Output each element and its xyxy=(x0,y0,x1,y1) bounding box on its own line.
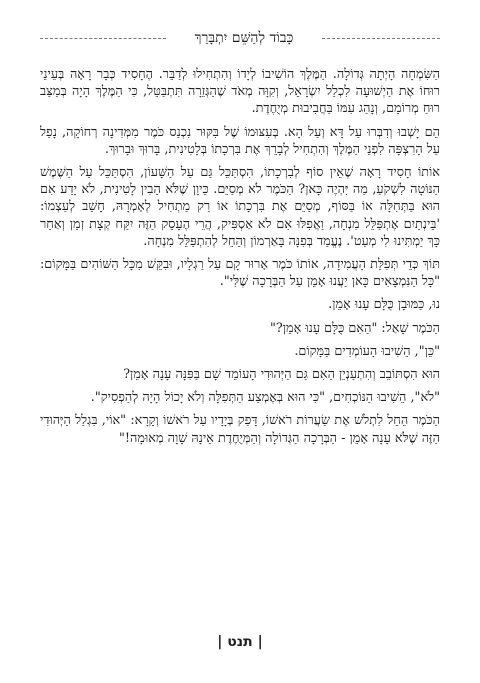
paragraph: נוּ, כַּמּוּבָן כֻּלָּם עָנוּ אָמֵן. xyxy=(328,297,440,313)
paragraph: "לֹא", הֵשִׁיבוּ הַנּוֹכְחִים, "כִּי הוּא בְּאֶמְצַע הַתְּפִלָּה וְלֹא יָכוֹל הָיָה לְהַפְסִיק". xyxy=(90,390,440,406)
paragraph: הַכֹּמֶר שָׁאַל: "הַאִם כֻּלָּם עָנוּ אָמֵן?" xyxy=(270,320,440,336)
header-rule-left xyxy=(40,38,166,39)
body-text xyxy=(40,66,440,453)
running-header xyxy=(0,28,480,48)
paragraph: אוֹתוֹ חָסִיד רָאָה שֶׁאֵין סוֹף לְבִרְכָתוֹ, הִסְתַּכֵּל גַּם עַל הַשָּׁעוֹן, הִסְתַּכֵּל עַל הַשֶּׁמֶשׁ הַנּוֹטָה לִשְׁקֹעַ, מַה יִּהְיֶה כָּאן? הַכֹּמֶר לֹא מְסַיֵּם. כֵּיוָן שֶׁלֹּא הֵבִין לָטִינִית, לֹא יָדַע אִם הוּא בַּתְּחִלָּה אוֹ בַּסּוֹף, מְסַיֵּם אֶת בִּרְכָתוֹ אוֹ רַק מַתְחִיל לְאָמְרָהּ, חָשַׁב לְעַצְמוֹ: 'בֵּינְתַיִם אֶתְפַּלֵּל מִנְחָה, וַאֲפִלּוּ אִם לֹא אַסְפִּיק, הֲרֵי הֶעָסֵק הַזֶּה יִקַּח קְצָת זְמַן וְאַחַר כָּךְ יַמְתִּינוּ לִי מְעַט'. נֶעֱמַד בְּפִנָּה בָּאַרְמוֹן וְהֵחֵל לְהִתְפַּלֵּל מִנְחָה. xyxy=(40,165,440,249)
header-rule-right xyxy=(322,38,440,39)
paragraph: הַכֹּמֶר הֵחֵל לִתְלֹשׁ אֶת שַׂעֲרוֹת רֹאשׁוֹ, דָּפַק בְּיָדָיו עַל רֹאשׁוֹ וְקָרָא: "אוֹי, בִּגְלַל הַיְּהוּדִי הַזֶּה שֶׁלֹּא עָנָה אָמֵן - הַבְּרָכָה הַגְּדוֹלָה וְהַמְּיֻחֶדֶת אֵינָהּ שָׁוָה מְאוּמָה!" xyxy=(40,413,440,446)
paragraph: תּוֹךְ כְּדֵי תְּפִלַּת הָעֲמִידָה, אוֹתוֹ כֹּמֶר אָרוּר קָם עַל רַגְלָיו, וּבִקֵּשׁ מִכָּל הַשּׁוֹהִים בַּמָּקוֹם: "כָּל הַנִּמְצָאִים כָּאן יַעֲנוּ אָמֵן עַל הַבְּרָכָה שֶׁלִּי". xyxy=(40,257,440,290)
paragraph: הֵם יָשְׁבוּ וְדִבְּרוּ עַל דָּא וְעַל הָא. בְּעִצּוּמוֹ שֶׁל בִּקּוּר נִכְנַס כֹּמֶר מִמְּדִינָה רְחוֹקָה, נָפַל עַל הָרִצְפָּה לִפְנֵי הַמֶּלֶךְ וְהִתְחִיל לְבָרֵךְ אֶת בִּרְכָתוֹ בְּלָטִינִית, בָּרוּךְ וּבָרוּךְ. xyxy=(40,124,440,157)
running-header-title: כָּבוֹד לְהַשֵּׁם יִתְבָּרַךְ xyxy=(194,30,294,46)
paragraph: הַשִּׂמְחָה הָיְתָה גְּדוֹלָה. הַמֶּלֶךְ הוֹשִׁיבוֹ לְיָדוֹ וְהִתְחִילוּ לְדַבֵּר. הֶחָסִיד כְּבָר רָאָה בְּעֵינֵי רוּחוֹ אֶת הַיְשׁוּעָה לִכְלַל יִשְׂרָאֵל, וְקִוָּה מְאֹד שֶׁהַגְּזֵרָה תִּתְבַּטֵּל, כִּי הַמֶּלֶךְ הָיָה בְּמַצַּב רוּחַ מְרוֹמָם, וְנָהַג עִמּוֹ בַּחֲבִיבוּת מְיֻחֶדֶת. xyxy=(40,67,440,117)
paragraph: הוּא הִסְתּוֹבֵב וְהִתְעַנְיֵן הַאִם גַּם הַיְּהוּדִי הָעוֹמֵד שָׁם בַּפִּנָּה עָנָה אָמֵן? xyxy=(123,367,440,383)
paragraph: "כֵּן", הֵשִׁיבוּ הָעוֹמְדִים בַּמָּקוֹם. xyxy=(294,343,440,359)
page-number: | תנט | xyxy=(217,634,263,650)
